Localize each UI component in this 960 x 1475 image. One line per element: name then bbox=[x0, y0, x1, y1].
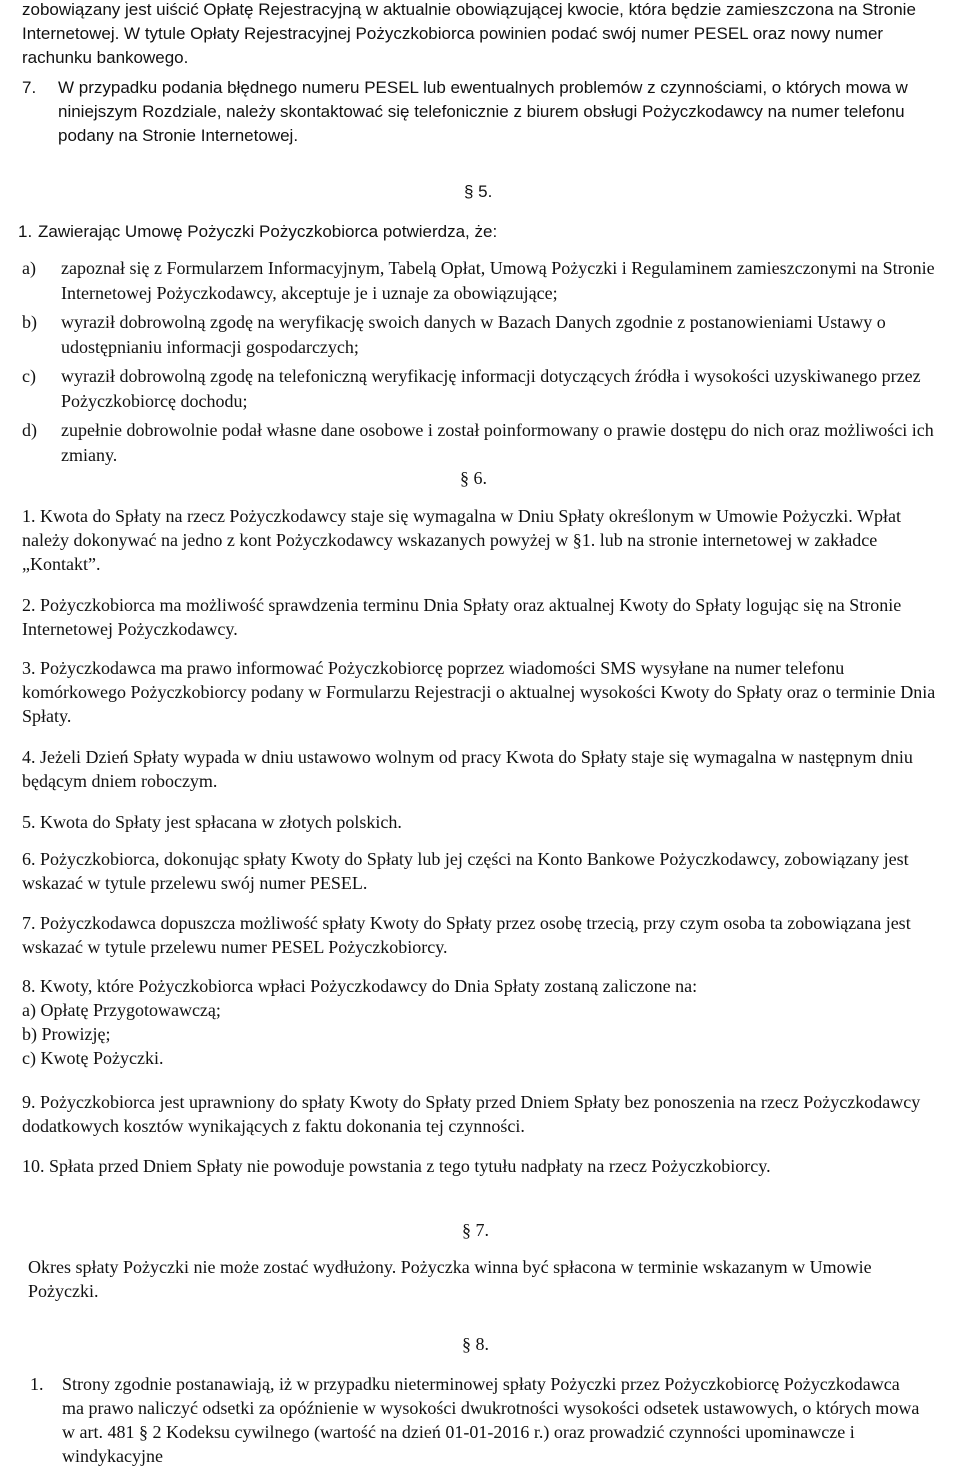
section-5-list-item-b bbox=[22, 310, 956, 360]
section-8-point-1 bbox=[30, 1372, 922, 1468]
section-6-paragraph-2: 2. Pożyczkobiorca ma możliwość sprawdzenia terminu Dnia Spłaty oraz aktualnej Kwoty do Spłaty logując się na Stronie Internetowej Pożyczkodawcy. bbox=[22, 595, 902, 639]
list-label: b) bbox=[22, 312, 37, 332]
continuation-paragraph: zobowiązany jest uiścić Opłatę Rejestracyjną w aktualnie obowiązującej kwocie, która będzie zamieszczona na Stronie Internetowej. W tytule Opłaty Rejestracyjnej Pożyczkobiorca powinien podać swój numer PESEL oraz nowy numer rachunku bankowego. bbox=[22, 0, 916, 67]
list-label: c) bbox=[22, 366, 36, 386]
section-8-heading: § 8. bbox=[462, 1334, 489, 1354]
section-7-heading: § 7. bbox=[462, 1220, 489, 1240]
section-6-paragraph-3: 3. Pożyczkodawca ma prawo informować Pożyczkobiorcę poprzez wiadomości SMS wysyłane na numer telefonu komórkowego Pożyczkobiorcy podany w Formularzu Rejestracji o aktualnej wysokości Kwoty do Spłaty oraz o terminie Dnia Spłaty. bbox=[22, 658, 936, 726]
section-8-point-1-number: 1. bbox=[30, 1374, 44, 1394]
section-6-paragraph-8 bbox=[22, 974, 942, 1070]
section-6-paragraph-7: 7. Pożyczkodawca dopuszcza możliwość spłaty Kwoty do Spłaty przez osobę trzecią, przy czym osoba ta zobowiązana jest wskazać w tytule przelewu numer PESEL Pożyczkobiorcy. bbox=[22, 913, 911, 957]
item-7-text: W przypadku podania błędnego numeru PESEL lub ewentualnych problemów z czynnościami, o których mowa w niniejszym Rozdziale, należy skontaktować się telefonicznie z biurem obsługi Pożyczkodawcy na numer telefonu podany na Stronie Internetowej. bbox=[58, 78, 908, 145]
section-5-point-1 bbox=[18, 220, 938, 244]
section-6-paragraph-10: 10. Spłata przed Dniem Spłaty nie powoduje powstania z tego tytułu nadpłaty na rzecz Pożyczkobiorcy. bbox=[22, 1156, 771, 1176]
section-5-list-item-c bbox=[22, 364, 956, 414]
section-5-point-1-text: Zawierając Umowę Pożyczki Pożyczkobiorca potwierdza, że: bbox=[38, 222, 498, 241]
section-5-heading: § 5. bbox=[464, 182, 493, 201]
list-label: a) bbox=[22, 258, 36, 278]
list-text: wyraził dobrowolną zgodę na weryfikację swoich danych w Bazach Danych zgodnie z postanowieniami Ustawy o udostępnianiu informacji gospodarczych; bbox=[61, 312, 886, 357]
section-6-paragraph-8-item-a: a) Opłatę Przygotowawczą; bbox=[22, 1000, 221, 1020]
list-text: wyraził dobrowolną zgodę na telefoniczną weryfikację informacji dotyczących źródła i wysokości uzyskiwanego przez Pożyczkobiorcę dochodu; bbox=[61, 366, 921, 411]
section-5-list bbox=[22, 256, 956, 468]
section-5-list-item-a bbox=[22, 256, 956, 306]
section-8-point-1-text: Strony zgodnie postanawiają, iż w przypadku nieterminowej spłaty Pożyczki przez Pożyczkobiorcę Pożyczkodawca ma prawo naliczyć odsetki za opóźnienie w wysokości dwukrotności wysokości odsetek ustawowych, o których mowa w art. 481 § 2 Kodeksu cywilnego (wartość na dzień 01-01-2016 r.) oraz prowadzić czynności upominawcze i windykacyjne bbox=[62, 1374, 920, 1466]
section-6-paragraph-6: 6. Pożyczkobiorca, dokonując spłaty Kwoty do Spłaty lub jej części na Konto Bankowe Pożyczkodawcy, zobowiązany jest wskazać w tytule przelewu swój numer PESEL. bbox=[22, 849, 909, 893]
item-7 bbox=[22, 76, 948, 148]
section-6-paragraph-1: 1. Kwota do Spłaty na rzecz Pożyczkodawcy staje się wymagalna w Dniu Spłaty określonym w Umowie Pożyczki. Wpłat należy dokonywać na jedno z kont Pożyczkodawcy wskazanych powyżej w §1. lub na stronie internetowej w zakładce „Kontakt”. bbox=[22, 506, 901, 574]
section-6-paragraph-8-item-c: c) Kwotę Pożyczki. bbox=[22, 1048, 164, 1068]
section-6-paragraph-8-intro: 8. Kwoty, które Pożyczkobiorca wpłaci Pożyczkodawcy do Dnia Spłaty zostaną zaliczone na: bbox=[22, 976, 698, 996]
section-6-paragraph-9: 9. Pożyczkobiorca jest uprawniony do spłaty Kwoty do Spłaty przed Dniem Spłaty bez ponoszenia na rzecz Pożyczkodawcy dodatkowych kosztów wynikających z faktu dokonania tej czynności. bbox=[22, 1092, 921, 1136]
section-7-text: Okres spłaty Pożyczki nie może zostać wydłużony. Pożyczka winna być spłacona w terminie wskazanym w Umowie Pożyczki. bbox=[28, 1257, 872, 1301]
list-text: zupełnie dobrowolnie podał własne dane osobowe i został poinformowany o prawie dostępu do nich oraz możliwości ich zmiany. bbox=[61, 420, 934, 465]
section-6-heading: § 6. bbox=[460, 468, 487, 488]
section-6-paragraph-8-item-b: b) Prowizję; bbox=[22, 1024, 111, 1044]
section-6-paragraph-5: 5. Kwota do Spłaty jest spłacana w złotych polskich. bbox=[22, 812, 402, 832]
item-7-number: 7. bbox=[22, 78, 37, 97]
list-label: d) bbox=[22, 420, 37, 440]
section-5-point-1-number: 1. bbox=[18, 222, 33, 241]
section-5-list-item-d bbox=[22, 418, 956, 468]
section-6-paragraph-4: 4. Jeżeli Dzień Spłaty wypada w dniu ustawowo wolnym od pracy Kwota do Spłaty staje się wymagalna w następnym dniu będącym dniem roboczym. bbox=[22, 747, 913, 791]
list-text: zapoznał się z Formularzem Informacyjnym, Tabelą Opłat, Umową Pożyczki i Regulaminem zamieszczonymi na Stronie Internetowej Pożyczkodawcy, akceptuje je i uznaje za obowiązujące; bbox=[61, 258, 935, 303]
